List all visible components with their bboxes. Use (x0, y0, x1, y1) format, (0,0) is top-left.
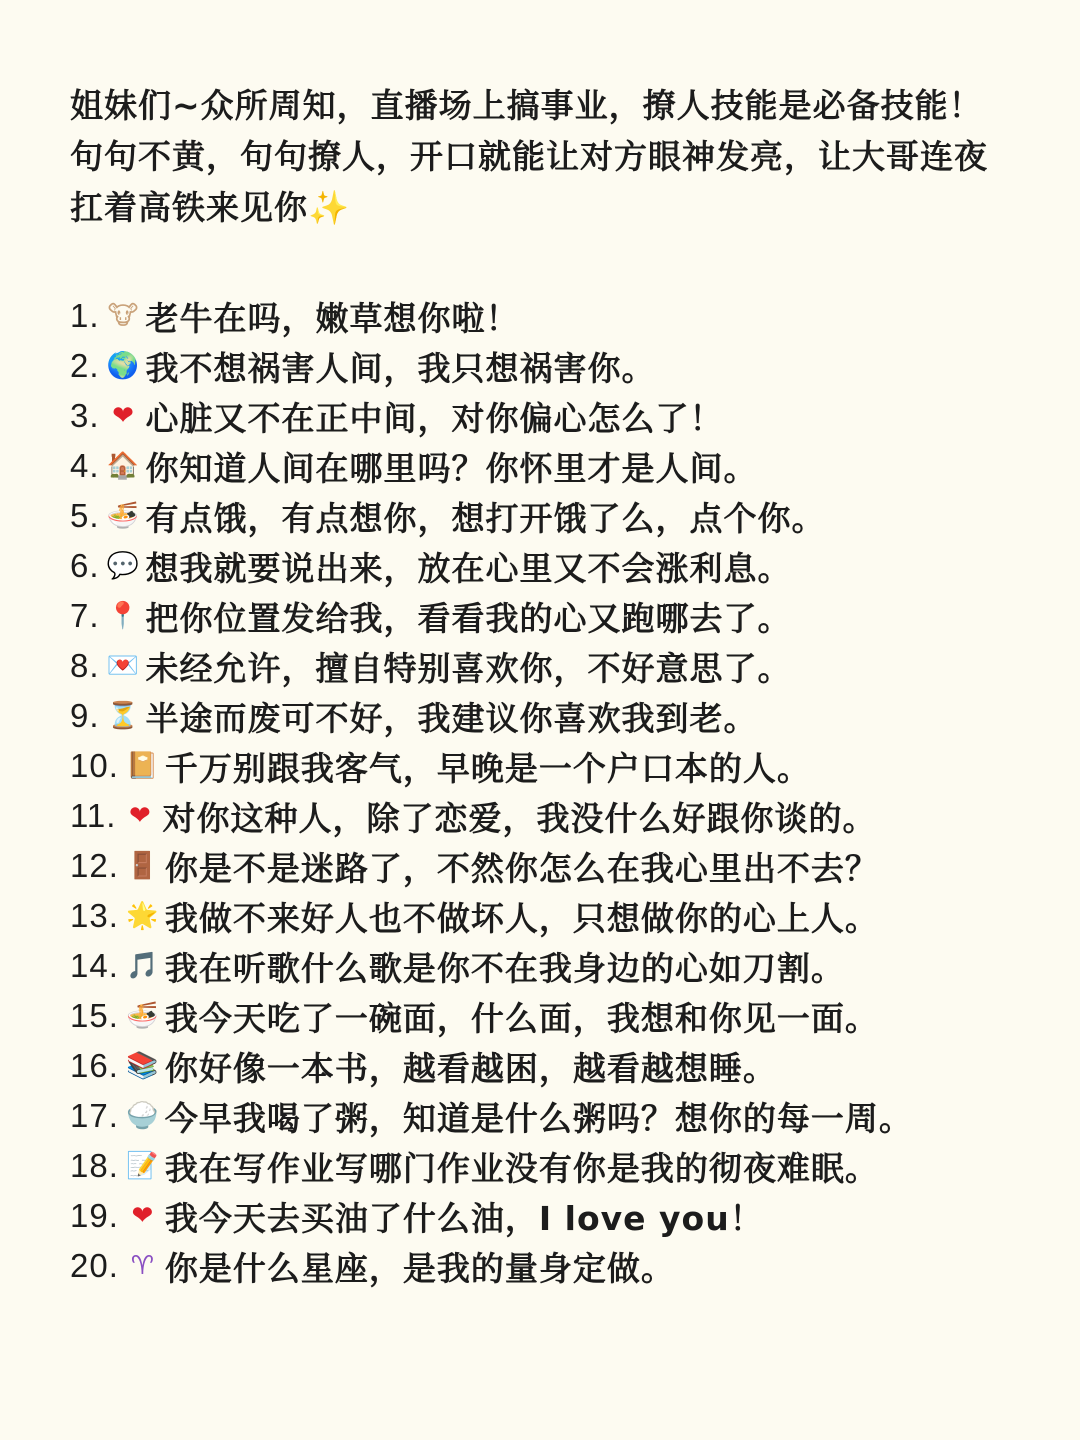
aries-icon: ♈ (130, 1251, 156, 1281)
red-heart-icon: ❤ (129, 801, 152, 831)
list-item (70, 841, 1010, 891)
intro-paragraph (70, 80, 1010, 233)
noodle-bowl-icon: 🍜 (106, 501, 141, 531)
item-number: 2. (70, 347, 100, 384)
list-item (70, 791, 1010, 841)
love-letter-icon: 💌 (106, 651, 141, 681)
intro-text: 姐妹们~众所周知，直播场上搞事业，撩人技能是必备技能！ 句句不黄，句句撩人，开口就能让对方眼神发亮，让大哥连夜扛着高铁来见你 (70, 86, 988, 227)
list-item (70, 741, 1010, 791)
round-pushpin-icon: 📍 (106, 601, 141, 631)
red-heart-icon: ❤ (131, 1201, 155, 1231)
ledger-book-icon: 📔 (126, 751, 160, 781)
item-text: 未经允许，擅自特别喜欢你，不好意思了。 (145, 648, 792, 688)
list-item (70, 291, 1010, 341)
door-icon: 🚪 (126, 851, 160, 881)
item-text: 我做不来好人也不做坏人，只想做你的心上人。 (164, 898, 879, 938)
list-item (70, 891, 1010, 941)
rice-bowl-icon: 🍚 (126, 1101, 160, 1131)
item-text: 把你位置发给我，看看我的心又跑哪去了。 (145, 598, 792, 638)
item-text: 你知道人间在哪里吗？你怀里才是人间。 (145, 448, 758, 488)
hourglass-icon: ⏳ (106, 701, 141, 731)
item-text: 半途而废可不好，我建议你喜欢我到老。 (145, 698, 758, 738)
item-number: 9. (70, 697, 100, 734)
item-number: 1. (70, 297, 100, 334)
item-text: 你好像一本书，越看越困，越看越想睡。 (164, 1048, 777, 1088)
item-text: 心脏又不在正中间，对你偏心怎么了！ (145, 398, 724, 438)
house-icon: 🏠 (106, 451, 141, 481)
list-item (70, 691, 1010, 741)
item-number: 16. (70, 1047, 119, 1084)
red-heart-icon: ❤ (112, 401, 135, 431)
item-text: 对你这种人，除了恋爱，我没什么好跟你谈的。 (162, 798, 877, 838)
item-text: 我今天去买油了什么油，I love you！ (164, 1198, 764, 1238)
noodle-bowl-icon: 🍜 (126, 1001, 160, 1031)
list-item (70, 491, 1010, 541)
item-text: 千万别跟我客气，早晚是一个户口本的人。 (164, 748, 811, 788)
list-item (70, 591, 1010, 641)
item-number: 4. (70, 447, 100, 484)
item-text: 我在写作业写哪门作业没有你是我的彻夜难眠。 (164, 1148, 879, 1188)
item-number: 14. (70, 947, 119, 984)
list-item (70, 391, 1010, 441)
list-item (70, 1041, 1010, 1091)
item-number: 12. (70, 847, 119, 884)
item-number: 17. (70, 1097, 119, 1134)
item-number: 6. (70, 547, 100, 584)
list-item (70, 1141, 1010, 1191)
item-number: 19. (70, 1197, 119, 1234)
list-item (70, 1241, 1010, 1291)
item-number: 10. (70, 747, 119, 784)
globe-icon: 🌍 (106, 351, 141, 381)
list-item (70, 991, 1010, 1041)
list-item (70, 1191, 1010, 1241)
item-number: 20. (70, 1247, 119, 1284)
item-number: 5. (70, 497, 100, 534)
cow-face-icon: 🐮 (107, 301, 140, 331)
item-text: 有点饿，有点想你，想打开饿了么，点个你。 (145, 498, 826, 538)
list-item (70, 541, 1010, 591)
glowing-star-icon: 🌟 (126, 901, 160, 931)
item-number: 13. (70, 897, 119, 934)
books-icon: 📚 (126, 1051, 160, 1081)
item-text: 你是什么星座，是我的量身定做。 (164, 1248, 675, 1288)
musical-note-icon: 🎵 (126, 951, 160, 981)
item-text: 我在听歌什么歌是你不在我身边的心如刀割。 (164, 948, 845, 988)
item-text: 你是不是迷路了，不然你怎么在我心里出不去？ (164, 848, 879, 888)
item-number: 8. (70, 647, 100, 684)
item-number: 3. (70, 397, 100, 434)
item-text: 今早我喝了粥，知道是什么粥吗？想你的每一周。 (164, 1098, 913, 1138)
list-item (70, 1091, 1010, 1141)
list-item (70, 441, 1010, 491)
list-item (70, 641, 1010, 691)
item-text: 想我就要说出来，放在心里又不会涨利息。 (145, 548, 792, 588)
list-item (70, 941, 1010, 991)
memo-icon: 📝 (126, 1151, 160, 1181)
item-number: 18. (70, 1147, 119, 1184)
sparkles-icon: ✨ (308, 188, 351, 227)
item-text: 老牛在吗，嫩草想你啦！ (145, 298, 520, 338)
pickup-lines-list (70, 291, 1010, 1291)
item-text: 我今天吃了一碗面，什么面，我想和你见一面。 (164, 998, 879, 1038)
speech-bubble-icon: 💬 (106, 551, 141, 581)
item-number: 11. (70, 797, 117, 834)
item-text: 我不想祸害人间，我只想祸害你。 (145, 348, 656, 388)
item-number: 15. (70, 997, 119, 1034)
item-number: 7. (70, 597, 100, 634)
list-item (70, 341, 1010, 391)
